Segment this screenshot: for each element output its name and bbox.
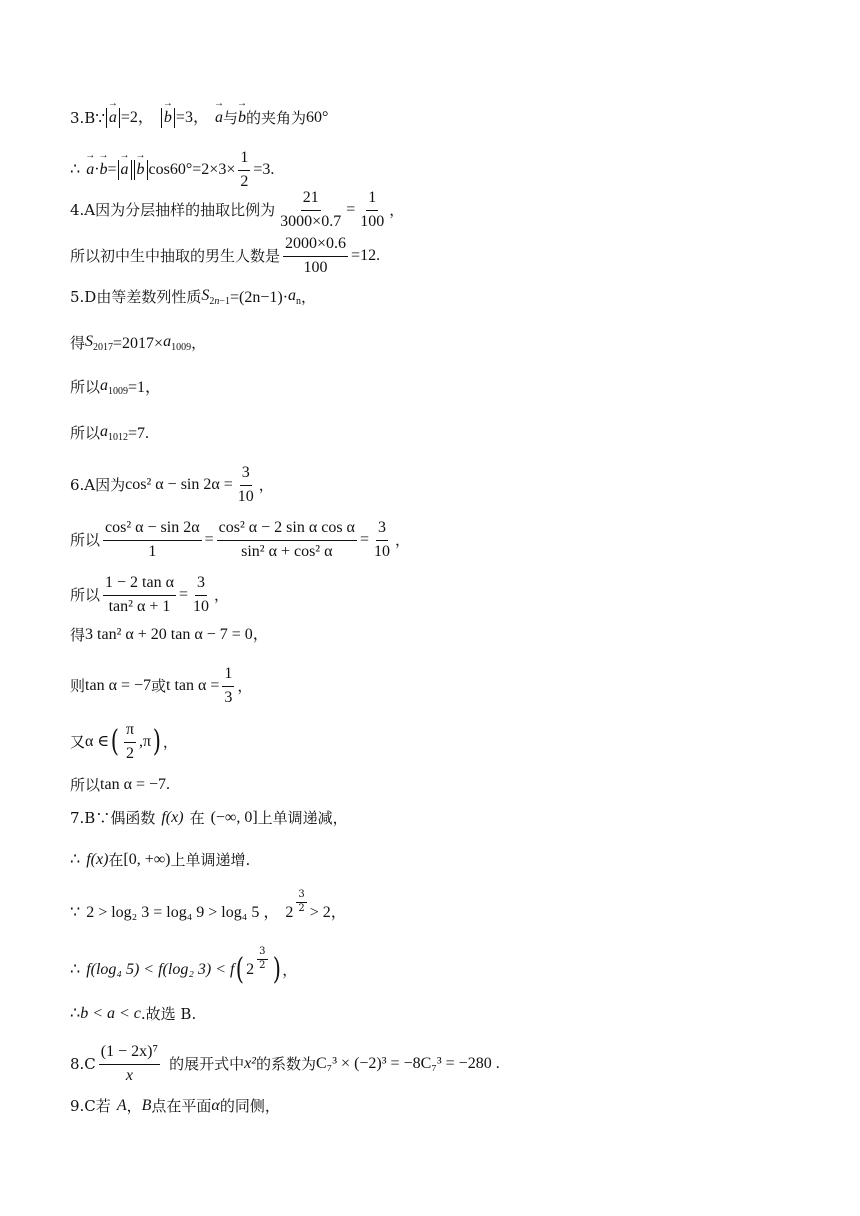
fraction: $\frac{2000\times 0.6}{100}$ <box>285 235 347 276</box>
fraction: $\frac{\text{cos² α − sin 2α}}{1}$ <box>105 519 200 560</box>
fraction: $\frac{\pi}{2}$ <box>125 721 135 762</box>
fraction: $\frac{3}{10}$ <box>373 519 390 560</box>
fraction: $\frac{1}{2}$ <box>240 149 249 190</box>
answer-5-line-4: 所以 $a_{1012}$ =7. <box>70 423 150 443</box>
answer-7-line-2: ∴ f(x) 在 [0, +∞) 上单调递增. <box>70 850 251 869</box>
answer-8-line-1: 8.C $\frac{\text{(1 − 2x)⁷}}{x}$ 的展开式中 x² 的系数为 C₇³ × (−2)³ = −8C₇³ = −280 . <box>70 1043 500 1084</box>
answer-4-line-2: 所以初中生中抽取的男生人数是 $\frac{2000\times 0.6}{100}$ =12. <box>70 235 381 276</box>
answer-7-line-4: ∴ f(log₄ 5) < f(log₂ 3) < f ( 2 $\frac{3}{2}$ ) ， <box>70 946 298 987</box>
answer-6-line-3: 所以 $\frac{\text{1 − 2 tan α}}{\text{tan² α + 1}}$ = $\frac{3}{10}$ ， <box>70 574 230 615</box>
fraction: $\frac{1}{100}$ <box>360 189 385 230</box>
answer-3-line-2: ∴ → a · → b = → a → b cos60°=2×3× $\frac{1}{2}$ =3. <box>70 150 274 191</box>
exponent-fraction: $\frac{3}{2}$ <box>298 889 305 914</box>
answer-6-line-7: 所以 tan α = −7. <box>70 775 170 794</box>
fraction: $\frac{1}{3}$ <box>224 665 233 706</box>
answer-9-line-1: 9.C 若 A ， B 点在平面 α 的同侧， <box>70 1096 280 1115</box>
answer-label: 8.C <box>70 1054 96 1073</box>
answer-5-line-3: 所以 $a_{1009}$ =1， <box>70 377 162 397</box>
answer-label: 4.A <box>70 200 96 219</box>
answer-6-line-2: 所以 $\frac{\text{cos² α − sin 2α}}{1}$ = $\frac{\text{cos² α − 2 sin α cos α}}{\text{sin² α + cos² α}}$ = $\frac{3}{10}$ ， <box>70 519 410 560</box>
fraction: $\frac{21}{3000\times 0.7}$ <box>280 189 342 230</box>
answer-3-line-1: 3.B ∵ → a =2， → b =3， → a 与 → b 的夹角为 60° <box>70 108 328 128</box>
answer-4-line-1: 4.A 因为分层抽样的抽取比例为 $\frac{21}{3000\times 0.7}$ = $\frac{1}{100}$ ， <box>70 189 405 230</box>
answer-6-line-5: 则 tan α = −7 或 t tan α = $\frac{1}{3}$ ， <box>70 665 253 706</box>
fraction: $\frac{\text{1 − 2 tan α}}{\text{tan² α + 1}}$ <box>105 574 174 615</box>
answer-label: 6.A <box>70 475 96 494</box>
fraction: $\frac{3}{10}$ <box>237 464 254 505</box>
answer-5-line-1: 5.D 由等差数列性质 $S_{2n-1}$ =(2n−1)· $a_n$ ， <box>70 287 317 307</box>
answer-5-line-2: 得 $S_{2017}$ =2017× $a_{1009}$ ， <box>70 333 207 353</box>
fraction: $\frac{3}{10}$ <box>193 574 209 615</box>
answer-6-line-6: 又 α ∈ ( $\frac{\pi}{2}$ ,π ) ， <box>70 721 178 762</box>
answer-7-line-1: 7.B ∵偶函数 f(x) 在 (−∞, 0] 上单调递减， <box>70 808 348 827</box>
answer-6-line-4: 得 3 tan² α + 20 tan α − 7 = 0， <box>70 625 269 644</box>
fraction: $\frac{\text{(1 − 2x)⁷}}{x}$ <box>100 1043 159 1084</box>
answer-6-line-1: 6.A 因为 cos² α − sin 2α = $\frac{3}{10}$ ， <box>70 464 274 505</box>
answer-label: 5.D <box>70 288 97 306</box>
exponent-fraction: $\frac{3}{2}$ <box>259 946 266 971</box>
answer-7-line-5: ∴ b < a < c .故选 B. <box>70 1004 197 1023</box>
answer-label: 7.B <box>70 808 96 827</box>
vector-b-magnitude: → b <box>161 108 175 128</box>
fraction: $\frac{\text{cos² α − 2 sin α cos α}}{\text{sin² α + cos² α}}$ <box>218 519 355 560</box>
answer-label: 3.B <box>70 108 96 127</box>
answer-7-line-3: ∵ 2 > log₂ 3 = log₄ 9 > log₄ 5 ， 2 $\frac{3}{2}$ > 2， <box>70 889 347 921</box>
answer-label: 9.C <box>70 1096 96 1115</box>
vector-a-magnitude: → a <box>106 108 120 128</box>
